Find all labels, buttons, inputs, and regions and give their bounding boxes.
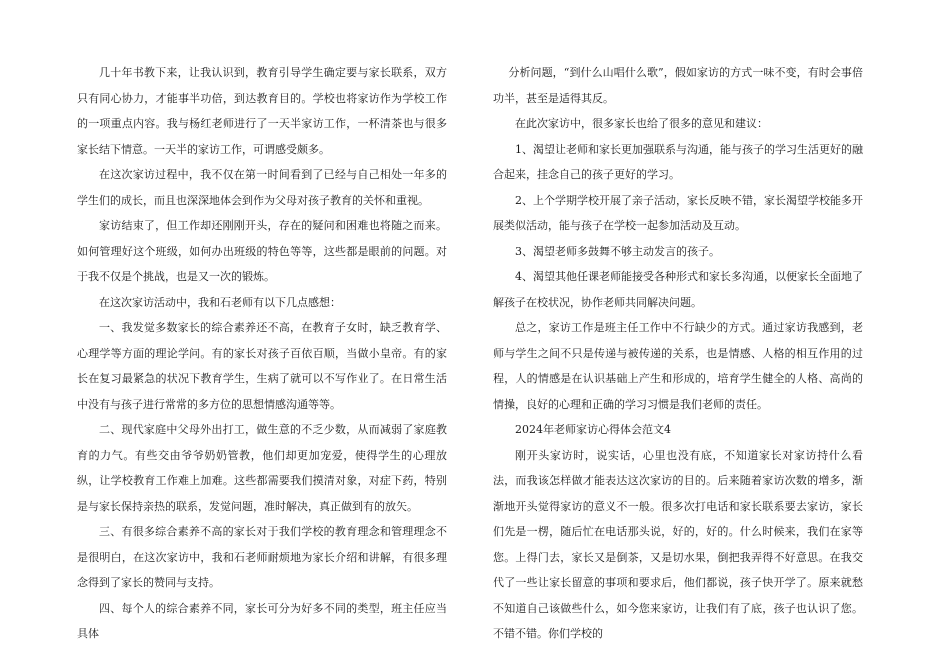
paragraph: 在此次家访中，很多家长也给了很多的意见和建议：	[515, 117, 768, 130]
right-column	[493, 60, 863, 647]
paragraph: 一、我发觉多数家长的综合素养还不高，在教育子女时，缺乏教育学、心理学等方面的理论学问。有的家长对孩子百依百顺，当做小皇帝。有的家长在复习最紧急的状况下教育学生，生病了就可以不写作业了。在日常生活中没有与孩子进行常常的多方位的思想情感沟通等等。	[77, 321, 447, 411]
paragraph: 刚开头家访时，说实话，心里也没有底，不知道家长对家访持什么看法，而我该怎样做才能表达这次家访的目的。后来随着家访次数的增多，渐渐地开头觉得家访的意义不一般。很多次打电话和家长联系要去家访，家长们先是一楞，随后忙在电话那头说，好的，好的。什么时候来，我们在家等您。上得门去，家长又是倒茶，又是切水果，倒把我弄得不好意思。在我交代了一些让家长留意的事项和要求后，他们都说，孩子快开学了。原来就愁不知道自己该做些什么，如今您来家访，让我们有了底，孩子也认识了您。不错不错。你们学校的	[493, 448, 863, 640]
list-item: 2、上个学期学校开展了亲子活动，家长反映不错，家长渴望学校能多开展类似活动，能与孩子在学校一起参加活动及互动。	[493, 193, 863, 232]
paragraph: 在这次家访过程中，我不仅在第一时间看到了已经与自己相处一年多的学生们的成长，而且也深深地体会到作为父母对孩子教育的关怀和重视。	[77, 168, 447, 207]
paragraph: 分析问题，“到什么山唱什么歌”，假如家访的方式一味不变，有时会事倍功半，甚至是适得其反。	[493, 66, 863, 105]
paragraph: 四、每个人的综合素养不同，家长可分为好多不同的类型，班主任应当具体	[77, 601, 447, 640]
paragraph: 在这次家访活动中，我和石老师有以下几点感想：	[99, 295, 341, 309]
list-item: 4、渴望其他任课老师能接受各种形式和家长多沟通，以便家长全面地了解孩子在校状况，协作老师共同解决问题。	[493, 270, 863, 309]
paragraph: 家访结束了，但工作却还刚刚开头，存在的疑问和困难也将随之而来。如何管理好这个班级，如何办出班级的特色等等，这些都是眼前的问题。对于我不仅是个挑战，也是又一次的锻炼。	[77, 219, 447, 283]
section-heading: 2024年老师家访心得体会范文4	[515, 423, 671, 436]
paragraph: 二、现代家庭中父母外出打工，做生意的不乏少数，从而减弱了家庭教育的力气。有些交由爷爷奶奶管教，他们却更加宠爱，使得学生的心理放纵，让学校教育工作难上加难。这些都需要我们摸清对象，对症下药，特别是与家长保持亲热的联系，发觉问题，准时解决，真正做到有的放矢。	[77, 423, 447, 513]
left-column	[77, 60, 447, 647]
list-item: 3、渴望老师多鼓舞不够主动发言的孩子。	[515, 244, 720, 258]
paragraph: 总之，家访工作是班主任工作中不行缺少的方式。通过家访我感到，老师与学生之间不只是传递与被传递的关系，也是情感、人格的相互作用的过程，人的情感是在认识基础上产生和形成的，培育学生健全的人格、高尚的情操，良好的心理和正确的学习习惯是我们老师的责任。	[493, 321, 863, 411]
list-item: 1、渴望让老师和家长更加强联系与沟通，能与孩子的学习生活更好的融合起来，挂念自己的孩子更好的学习。	[493, 142, 863, 181]
paragraph: 三、有很多综合素养不高的家长对于我们学校的教育理念和管理理念不是很明白，在这次家访中，我和石老师耐烦地为家长介绍和讲解，有很多理念得到了家长的赞同与支持。	[77, 525, 447, 589]
paragraph: 几十年书教下来，让我认识到，教育引导学生确定要与家长联系，双方只有同心协力，才能事半功倍，到达教育目的。学校也将家访作为学校工作的一项重点内容。我与杨红老师进行了一天半家访工作，一杯清茶也与很多家长结下情意。一天半的家访工作，可谓感受颇多。	[77, 66, 447, 156]
